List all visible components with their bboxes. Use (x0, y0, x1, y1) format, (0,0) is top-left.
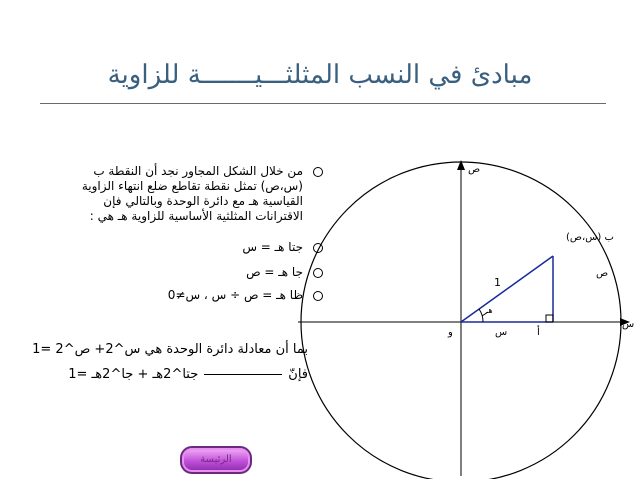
identity-prefix: فإنّ (288, 367, 308, 382)
bullet-line: من خلال الشكل المجاور نجد أن النقطة ب (93, 164, 303, 178)
foot-point-label: أ (537, 327, 540, 338)
unit-circle-equation: بما أن معادلة دائرة الوحدة هي س^2+ ص^2 =1 (32, 342, 308, 357)
cos-definition: جتا هـ = س (242, 240, 303, 254)
point-b-label: ب (س،ص) (566, 232, 614, 243)
bullet-line: القياسية هـ مع دائرة الوحدة وبالتالي فإن (103, 194, 303, 208)
identity-formula: جتا^2هـ + جا^2هـ =1 (68, 367, 199, 382)
tan-definition: ظا هـ = ص ÷ س ، س≠0 (167, 288, 303, 302)
sin-definition: جا هـ = ص (246, 265, 303, 279)
right-angle-marker (546, 315, 553, 322)
y-side-label: ص (596, 268, 609, 279)
origin-label: و (448, 327, 453, 338)
radius-label: 1 (494, 276, 501, 289)
bullet-line: الاقترانات المثلثية الأساسية للزاوية هـ هي : (89, 209, 303, 223)
slide-title: مبادئ في النسب المثلثـــيـــــــة للزاوية (107, 60, 533, 90)
x-side-label: س (495, 327, 508, 338)
bullet-line: (س،ص) تمثل نقطة تقاطع ضلع انتهاء الزاوية (81, 179, 303, 193)
angle-label: هـ (486, 306, 493, 315)
home-button[interactable]: الرئيسة (180, 446, 252, 474)
radius-segment (461, 256, 553, 322)
x-axis-label: س (622, 319, 635, 330)
y-axis-label: ص (468, 164, 481, 175)
